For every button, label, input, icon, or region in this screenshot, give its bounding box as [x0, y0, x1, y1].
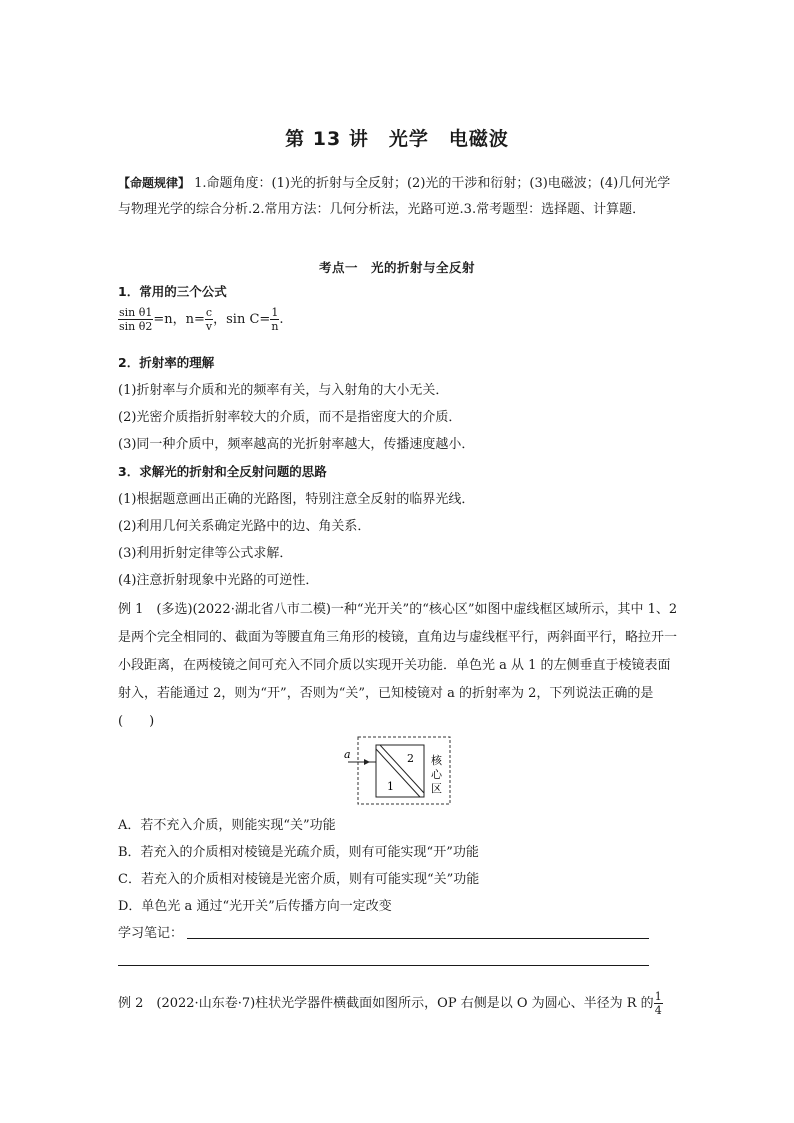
notes-label: 学习笔记：	[118, 926, 184, 941]
section-title: 考点一 光的折射与全反射	[318, 260, 475, 275]
example1-text: 例 1 (多选)(2022·湖北省八市二模)一种“光开关”的“核心区”如图中虚线框区域所示，其中 1、2 是两个完全相同的、截面为等腰直角三角形的棱镜，直角边与虚线框平行，两斜面平行，略拉开一小段距离，在两棱镜之间可充入不同介质以实现开关功能．单色光 a 从 1 的左侧垂直于棱镜表面射入，若能通过 2，则为“开”，否则为“关”，已知棱镜对 a 的折射率为 2，下列说法正确的是( )	[118, 602, 678, 729]
page-title: 第 13 讲 光学 电磁波	[285, 128, 509, 150]
prism2-label: 2	[407, 752, 414, 765]
notes-underline	[118, 965, 649, 966]
speed-fraction	[205, 306, 213, 333]
core-label-char: 核	[431, 754, 442, 767]
critical-denominator: n	[271, 320, 279, 333]
snell-denominator: sin θ2	[119, 320, 153, 333]
prism1-label: 1	[387, 780, 394, 793]
snell-fraction	[118, 306, 153, 333]
option-a: A．若不充入介质，则能实现“关”功能	[118, 818, 336, 833]
intro-tag: 【命题规律】	[118, 176, 191, 190]
critical-numerator: 1	[271, 306, 279, 319]
ray-label: a	[344, 748, 351, 761]
formula-line	[118, 306, 284, 342]
option-b: B．若充入的介质相对棱镜是光疏介质，则有可能实现“开”功能	[118, 845, 479, 860]
notes-underline	[187, 938, 649, 939]
index-item: (2)光密介质指折射率较大的介质，而不是指密度大的介质．	[118, 410, 462, 425]
quarter-fraction	[654, 990, 663, 1017]
ray-arrow-icon	[364, 759, 370, 765]
option-c: C．若充入的介质相对棱镜是光密介质，则有可能实现“关”功能	[118, 872, 480, 887]
intro-paragraph	[118, 170, 678, 223]
method-item: (4)注意折射现象中光路的可逆性．	[118, 573, 319, 588]
index-item: (3)同一种介质中，频率越高的光折射率越大，传播速度越小．	[118, 437, 475, 452]
option-d: D．单色光 a 通过“光开关”后传播方向一定改变	[118, 899, 392, 914]
intro-text: 1.命题角度：(1)光的折射与全反射；(2)光的干涉和衍射；(3)电磁波；(4)几何光学与物理光学的综合分析.2.常用方法：几何分析法，光路可逆.3.常考题型：选择题、计算题．	[118, 176, 671, 217]
snell-numerator: sin θ1	[119, 306, 153, 319]
index-heading: 2．折射率的理解	[118, 355, 215, 370]
prism-box	[376, 745, 424, 797]
core-label-char: 区	[431, 782, 442, 795]
speed-numerator: c	[205, 306, 213, 319]
example2-text	[118, 990, 663, 1017]
method-item: (1)根据题意画出正确的光路图，特别注意全反射的临界光线．	[118, 492, 475, 507]
formula-text-1: =n，n=	[153, 312, 205, 327]
method-item: (2)利用几何关系确定光路中的边、角关系．	[118, 519, 371, 534]
formulas-heading: 1．常用的三个公式	[118, 284, 227, 299]
formula-end: .	[279, 312, 284, 327]
method-heading: 3．求解光的折射和全反射问题的思路	[118, 464, 327, 479]
quarter-numerator: 1	[654, 990, 662, 1003]
quarter-denominator: 4	[654, 1004, 662, 1017]
optical-switch-figure	[340, 736, 452, 806]
index-item: (1)折射率与介质和光的频率有关，与入射角的大小无关．	[118, 383, 449, 398]
example2-body: 例 2 (2022·山东卷·7)柱状光学器件横截面如图所示，OP 右侧是以 O 为圆心、半径为 R 的	[118, 996, 654, 1011]
core-label-char: 心	[431, 768, 442, 781]
method-item: (3)利用折射定律等公式求解．	[118, 546, 293, 561]
formula-text-2: ，sin C=	[213, 312, 271, 327]
speed-denominator: v	[205, 320, 213, 333]
